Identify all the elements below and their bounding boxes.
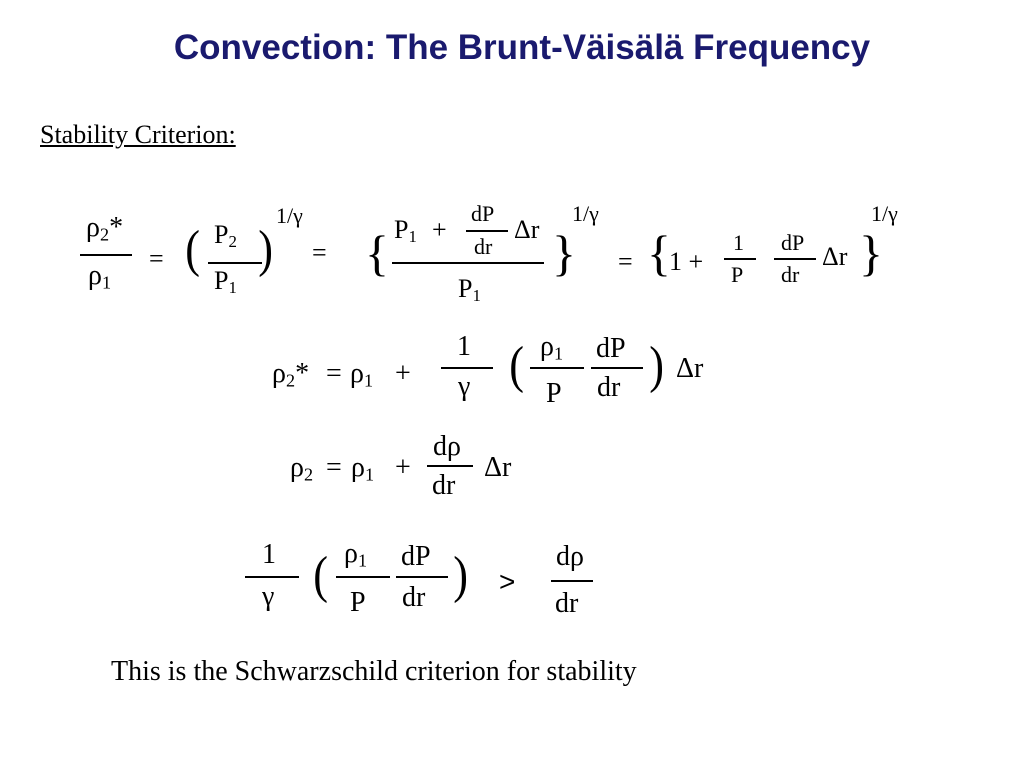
delta-r: Δr bbox=[484, 452, 512, 483]
dP-numerator: dP bbox=[781, 230, 805, 255]
right-brace: } bbox=[859, 225, 883, 281]
gamma-denominator: γ bbox=[262, 581, 275, 612]
subscript: 2 bbox=[303, 464, 314, 485]
subscript: 1 bbox=[101, 272, 112, 293]
fraction-bar bbox=[774, 258, 816, 260]
eq2-rho1 bbox=[350, 360, 373, 390]
plus-sign: + bbox=[395, 452, 411, 483]
right-brace: } bbox=[552, 225, 576, 281]
delta-r: Δr bbox=[676, 353, 704, 384]
plus-sign: + bbox=[395, 358, 411, 389]
P-symbol: P bbox=[214, 266, 229, 295]
equals-sign: = bbox=[326, 358, 342, 389]
equals-sign: = bbox=[618, 247, 633, 276]
fraction-bar bbox=[208, 262, 262, 264]
fraction-bar bbox=[724, 258, 756, 260]
eq1-P2 bbox=[214, 222, 237, 251]
subscript: 2 bbox=[228, 232, 237, 252]
eq3-rho1 bbox=[351, 454, 374, 484]
P-symbol: P bbox=[458, 274, 473, 303]
P-denominator: P bbox=[546, 378, 562, 409]
plus-sign: + bbox=[432, 215, 447, 244]
rho-symbol: ρ bbox=[351, 452, 365, 483]
left-paren: ( bbox=[509, 337, 525, 394]
eq2-rho1-numerator bbox=[540, 333, 563, 363]
P-symbol: P bbox=[394, 215, 409, 244]
subtitle-stability-criterion: Stability Criterion: bbox=[40, 120, 236, 149]
right-paren: ) bbox=[649, 337, 665, 394]
exponent-1-over-gamma: 1/γ bbox=[276, 203, 303, 228]
dr-denominator: dr bbox=[597, 372, 621, 403]
fraction-bar bbox=[427, 465, 473, 467]
drho-numerator: dρ bbox=[433, 431, 461, 462]
left-brace: { bbox=[647, 225, 671, 281]
fraction-bar bbox=[441, 367, 493, 369]
subscript: 1 bbox=[228, 278, 237, 298]
subscript: 1 bbox=[364, 464, 375, 485]
fraction-bar bbox=[245, 576, 299, 578]
eq4-rho1-numerator bbox=[344, 540, 367, 570]
right-paren: ) bbox=[453, 547, 469, 604]
dr-denominator: dr bbox=[555, 588, 579, 619]
subscript: 1 bbox=[472, 286, 481, 306]
dr-denominator: dr bbox=[432, 470, 456, 501]
rho-symbol: ρ bbox=[290, 452, 304, 483]
subscript: 2 bbox=[99, 224, 110, 245]
fraction-bar bbox=[466, 230, 508, 232]
rho-symbol: ρ bbox=[272, 358, 286, 389]
schwarzschild-caption: This is the Schwarzschild criterion for stability bbox=[111, 656, 637, 687]
eq3-rho2 bbox=[290, 454, 313, 484]
one-numerator: 1 bbox=[457, 331, 471, 362]
dr-denominator: dr bbox=[474, 234, 493, 259]
dr-denominator: dr bbox=[402, 582, 426, 613]
gamma-denominator: γ bbox=[458, 371, 471, 402]
rho-symbol: ρ bbox=[86, 212, 100, 243]
P-denominator: P bbox=[350, 587, 366, 618]
equals-sign: = bbox=[326, 452, 342, 483]
subscript: 2 bbox=[285, 370, 296, 391]
P-denominator: P bbox=[731, 262, 744, 287]
greater-than-sign: > bbox=[499, 566, 516, 597]
one-numerator: 1 bbox=[733, 230, 744, 255]
subscript: 1 bbox=[363, 370, 374, 391]
fraction-bar bbox=[551, 580, 593, 582]
eq2-rho2-star bbox=[272, 360, 309, 390]
equals-sign: = bbox=[149, 244, 164, 273]
subscript: 1 bbox=[357, 550, 368, 571]
rho-symbol: ρ bbox=[88, 260, 102, 291]
dP-numerator: dP bbox=[596, 333, 626, 364]
dr-denominator: dr bbox=[781, 262, 800, 287]
rho-symbol: ρ bbox=[350, 358, 364, 389]
fraction-bar bbox=[591, 367, 643, 369]
left-brace: { bbox=[365, 225, 389, 281]
dP-numerator: dP bbox=[471, 201, 495, 226]
eq1-P1-denominator bbox=[458, 276, 481, 305]
fraction-bar bbox=[392, 262, 544, 264]
P-symbol: P bbox=[214, 220, 229, 249]
star-symbol: * bbox=[109, 212, 124, 243]
fraction-bar bbox=[336, 576, 390, 578]
exponent-1-over-gamma: 1/γ bbox=[572, 201, 599, 226]
equals-sign: = bbox=[312, 238, 327, 267]
right-paren: ) bbox=[258, 221, 274, 278]
exponent-1-over-gamma: 1/γ bbox=[871, 201, 898, 226]
eq1-P1-term bbox=[394, 217, 417, 246]
fraction-bar bbox=[80, 254, 132, 256]
fraction-bar bbox=[530, 367, 584, 369]
one-numerator: 1 bbox=[262, 539, 276, 570]
eq1-numerator-rho2-star bbox=[86, 214, 123, 244]
page-title: Convection: The Brunt-Väisälä Frequency bbox=[173, 28, 871, 67]
delta-r: Δr bbox=[822, 242, 848, 271]
one-plus: 1 + bbox=[669, 247, 704, 276]
rho-symbol: ρ bbox=[540, 331, 554, 362]
left-paren: ( bbox=[185, 221, 201, 278]
eq1-P1 bbox=[214, 268, 237, 297]
left-paren: ( bbox=[313, 547, 329, 604]
delta-r: Δr bbox=[514, 215, 540, 244]
dP-numerator: dP bbox=[401, 541, 431, 572]
drho-numerator: dρ bbox=[556, 541, 584, 572]
subscript: 1 bbox=[553, 343, 564, 364]
rho-symbol: ρ bbox=[344, 538, 358, 569]
eq1-denominator-rho1 bbox=[88, 262, 111, 292]
star-symbol: * bbox=[295, 358, 310, 389]
subscript: 1 bbox=[408, 227, 417, 247]
fraction-bar bbox=[396, 576, 448, 578]
